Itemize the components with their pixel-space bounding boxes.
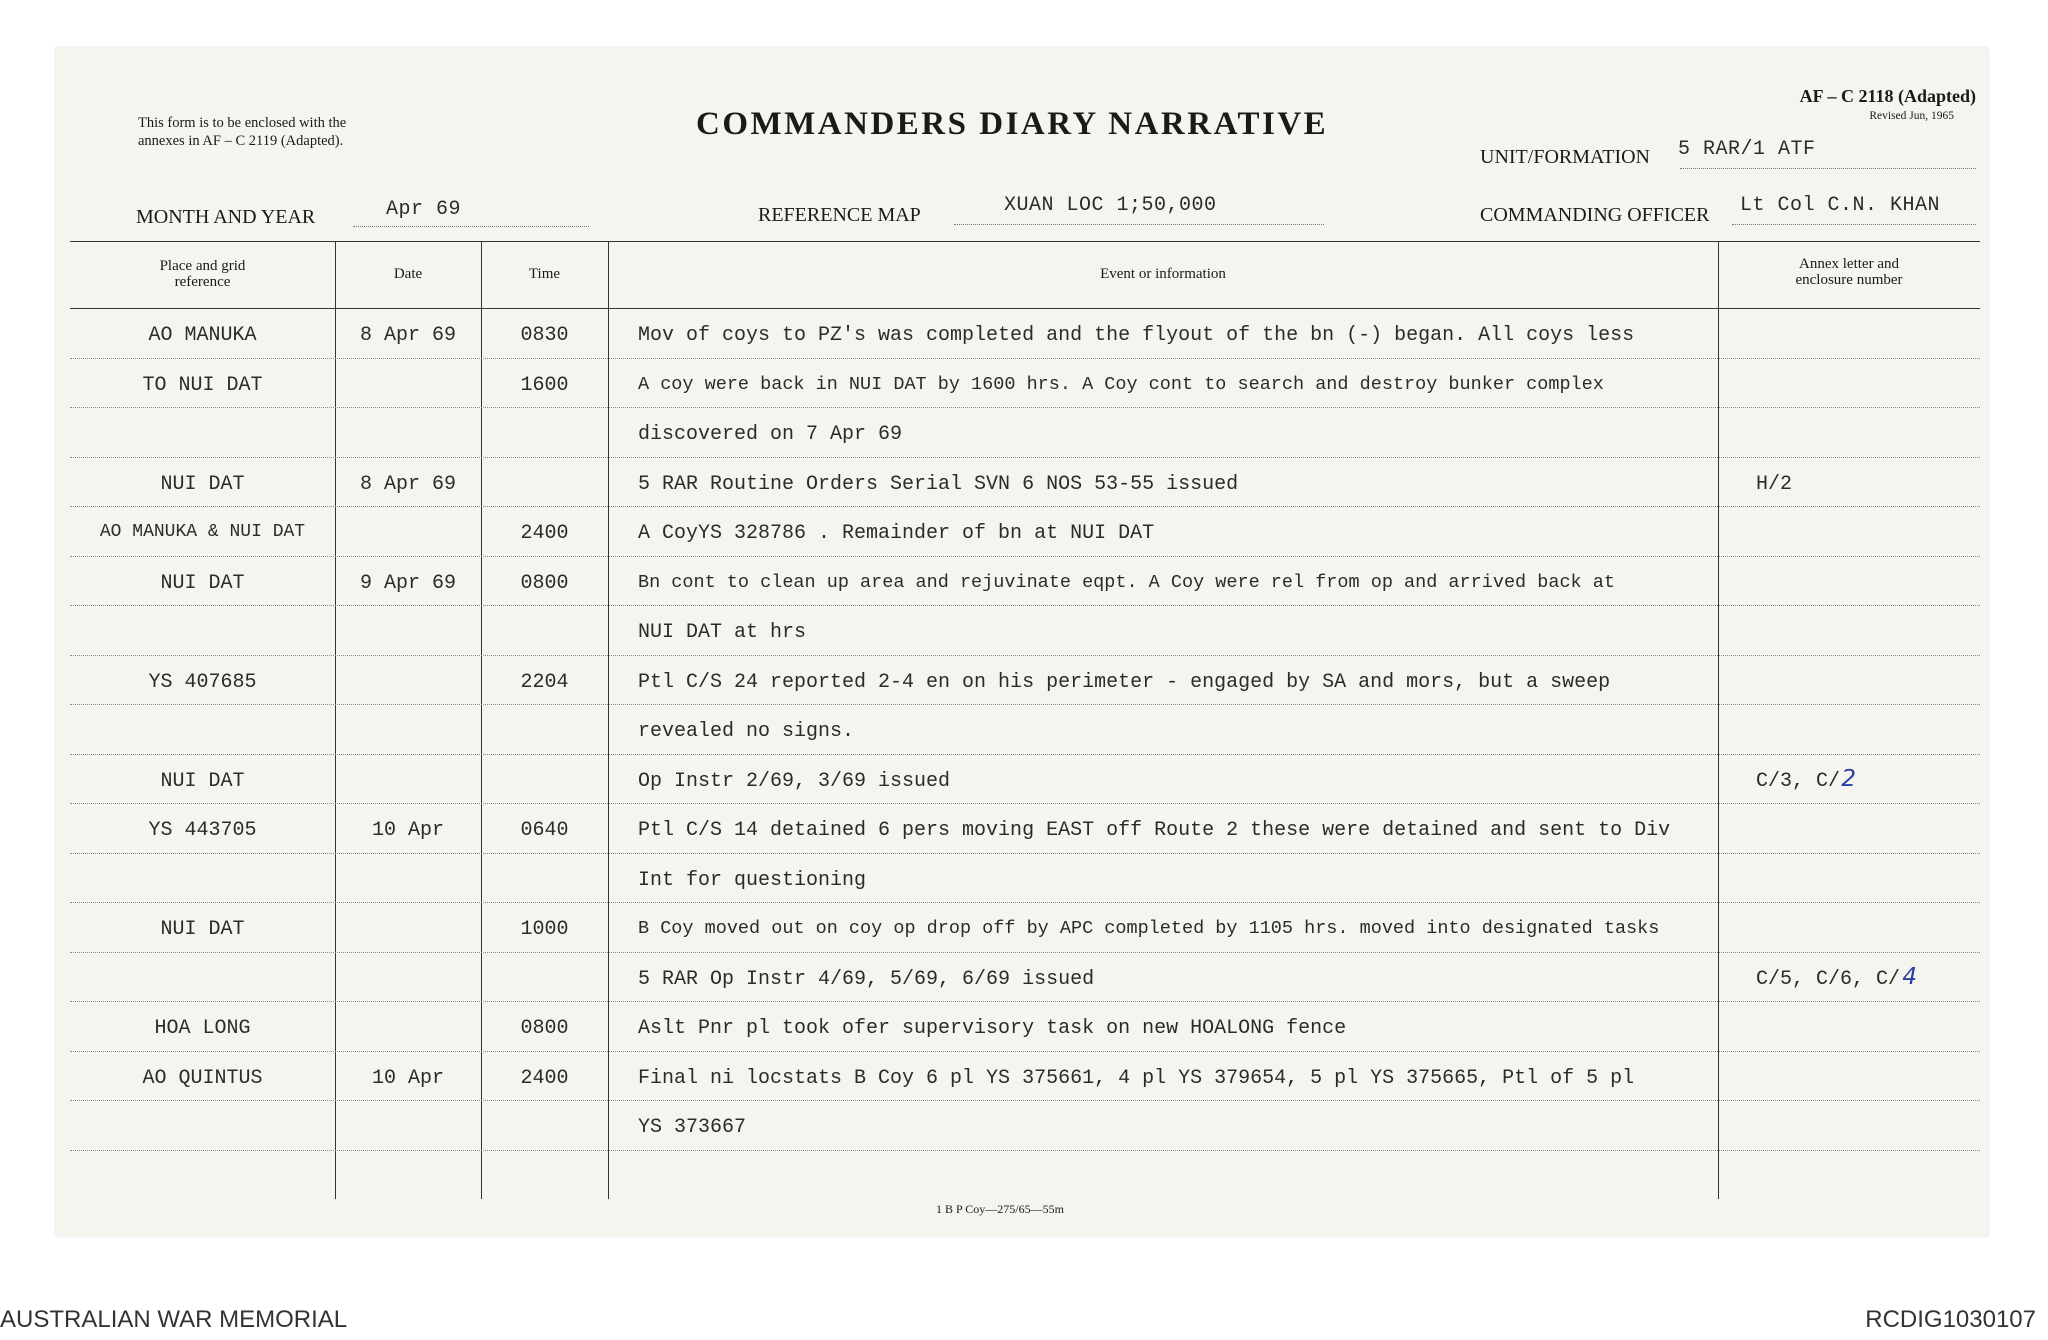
row-event: Final ni locstats B Coy 6 pl YS 375661, 4 pl YS 379654, 5 pl YS 375665, Ptl of 5 pl (638, 1066, 1635, 1090)
map-dotline (954, 224, 1324, 225)
row-date: 8 Apr 69 (359, 324, 456, 347)
row-dotline (70, 1100, 1980, 1101)
row-place: NUI DAT (160, 769, 245, 793)
row-event: 5 RAR Routine Orders Serial SVN 6 NOS 53-55 issued (638, 472, 1239, 496)
footer-source: AUSTRALIAN WAR MEMORIAL (0, 1306, 348, 1333)
row-event: YS 373667 (638, 1116, 747, 1139)
table-header-rule (70, 308, 1980, 309)
row-event: Bn cont to clean up area and rejuvinate eqpt. A Coy were rel from op and arrived back at (638, 571, 1615, 593)
row-dotline (70, 952, 1980, 953)
row-dotline (70, 853, 1980, 854)
row-time: 0830 (520, 324, 569, 347)
month-dotline (353, 226, 589, 227)
row-time: 2400 (520, 1066, 569, 1090)
row-annex-handwritten: 2 (1841, 765, 1857, 792)
row-dotline (70, 1001, 1980, 1002)
row-annex: C/5, C/6, C/ (1756, 967, 1901, 991)
row-event: discovered on 7 Apr 69 (638, 423, 903, 446)
row-dotline (70, 902, 1980, 903)
month-value: Apr 69 (386, 198, 462, 221)
row-time: 2400 (520, 522, 569, 545)
row-place: NUI DAT (160, 571, 245, 595)
col-header-date: Date (393, 266, 423, 282)
col-header-annex-line2: enclosure number (1795, 272, 1903, 288)
row-place: YS 443705 (148, 819, 257, 842)
row-dotline (70, 704, 1980, 705)
row-place: NUI DAT (160, 472, 245, 496)
row-event: 5 RAR Op Instr 4/69, 5/69, 6/69 issued (638, 967, 1095, 991)
row-time: 0800 (520, 571, 569, 595)
col-divider-annex (1718, 241, 1719, 1199)
row-event: A coy were back in NUI DAT by 1600 hrs. A Coy cont to search and destroy bunker complex (638, 373, 1604, 395)
co-dotline (1732, 224, 1976, 225)
row-place: TO NUI DAT (142, 373, 263, 397)
col-header-place-line2: reference (174, 274, 231, 290)
unit-dotline (1680, 168, 1976, 169)
row-time: 1000 (520, 918, 569, 941)
row-date: 10 Apr (371, 1066, 444, 1090)
row-time: 0640 (520, 819, 569, 842)
unit-value: 5 RAR/1 ATF (1678, 138, 1816, 161)
row-event: Int for questioning (638, 868, 867, 892)
form-title: COMMANDERS DIARY NARRATIVE (696, 106, 1329, 142)
col-header-annex-line1: Annex letter and (1799, 256, 1899, 272)
row-time: 2204 (520, 670, 569, 694)
row-event: Ptl C/S 24 reported 2-4 en on his perimeter - engaged by SA and mors, but a sweep (638, 670, 1611, 694)
enclosure-note-line1: This form is to be enclosed with the (138, 115, 347, 131)
row-annex: C/3, C/ (1756, 769, 1841, 793)
month-label: MONTH AND YEAR (136, 206, 316, 228)
form-number: AF – C 2118 (Adapted) (1799, 86, 1976, 106)
row-date: 9 Apr 69 (359, 571, 456, 595)
col-divider-date (335, 241, 336, 1199)
row-place: AO QUINTUS (142, 1066, 263, 1090)
row-event: A CoyYS 328786 . Remainder of bn at NUI DAT (638, 522, 1155, 545)
row-event: NUI DAT at hrs (638, 621, 807, 644)
row-dotline (70, 803, 1980, 804)
row-annex: H/2 (1756, 472, 1793, 496)
row-dotline (70, 655, 1980, 656)
table-top-rule (70, 241, 1980, 242)
row-event: Ptl C/S 14 detained 6 pers moving EAST off Route 2 these were detained and sent to Div (638, 819, 1671, 842)
diary-sheet (56, 48, 1988, 1236)
row-event: revealed no signs. (638, 720, 855, 743)
row-dotline (70, 506, 1980, 507)
row-event: Aslt Pnr pl took ofer supervisory task on new HOALONG fence (638, 1017, 1347, 1040)
map-value: XUAN LOC 1;50,000 (1004, 194, 1217, 217)
row-time: 0800 (520, 1017, 569, 1040)
row-date: 8 Apr 69 (359, 472, 456, 496)
enclosure-note (138, 114, 346, 150)
row-dotline (70, 457, 1980, 458)
row-date: 10 Apr (371, 819, 444, 842)
footer-id: RCDIG1030107 (1865, 1306, 2036, 1333)
col-header-place (70, 258, 335, 290)
enclosure-note-line2: annexes in AF – C 2119 (Adapted). (138, 133, 344, 149)
row-time: 1600 (520, 373, 569, 397)
row-place: AO MANUKA (148, 324, 257, 347)
row-place: HOA LONG (154, 1017, 251, 1040)
row-event: B Coy moved out on coy op drop off by APC completed by 1105 hrs. moved into designated tasks (638, 918, 1660, 939)
row-dotline (70, 1051, 1980, 1052)
row-annex-handwritten: 4 (1902, 963, 1918, 990)
col-header-event: Event or information (1100, 266, 1226, 282)
row-dotline (70, 358, 1980, 359)
printer-imprint: 1 B P Coy—275/65—55m (936, 1202, 1064, 1216)
row-place: YS 407685 (148, 670, 257, 694)
row-event: Op Instr 2/69, 3/69 issued (638, 769, 951, 793)
row-place: NUI DAT (160, 918, 245, 941)
row-dotline (70, 407, 1980, 408)
row-event: Mov of coys to PZ's was completed and the flyout of the bn (-) began. All coys less (638, 324, 1635, 347)
col-divider-event (608, 241, 609, 1199)
col-header-time: Time (528, 266, 561, 282)
col-header-annex (1718, 256, 1980, 288)
revised-date: Revised Jun, 1965 (1869, 110, 1954, 122)
row-dotline (70, 754, 1980, 755)
row-dotline (70, 1150, 1980, 1151)
row-dotline (70, 556, 1980, 557)
co-label: COMMANDING OFFICER (1480, 204, 1710, 226)
unit-label: UNIT/FORMATION (1480, 146, 1650, 168)
row-place: AO MANUKA & NUI DAT (99, 522, 306, 542)
co-value: Lt Col C.N. KHAN (1740, 194, 1941, 217)
map-label: REFERENCE MAP (758, 204, 921, 226)
col-header-place-line1: Place and grid (159, 258, 246, 274)
row-dotline (70, 605, 1980, 606)
